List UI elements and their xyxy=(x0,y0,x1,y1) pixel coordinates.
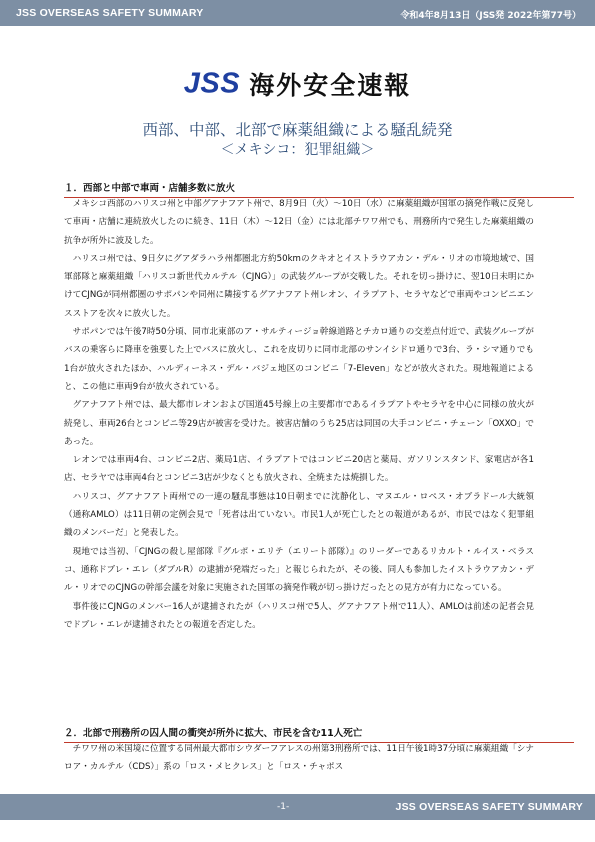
masthead-title: 海外安全速報 xyxy=(249,71,412,100)
paragraph: 現地では当初、「CJNGの殺し屋部隊『グルポ・エリテ（エリート部隊）』のリーダーであるリカルト・ルイス・ベラスコ、通称ドブレ・エレ（ダブルR）の逮捕が発端だった」と報じられたが、その後、同人も参加したイストラウアカン・デル・リオでのCJNGの幹部会議を対象に実施された国軍の摘発作戦が切っ掛けだったとの見方が有力になっている。 xyxy=(64,546,534,594)
paragraph: ハリスコ州では、9日夕にグアダラハラ州都圏北方約50kmのクキオとイストラウアカン・デル・リオの市境地域で、国軍部隊と麻薬組織「ハリスコ新世代カルテル（CJNG）」の武装グループが交戦した。それを切っ掛けに、翌10日未明にかけてCJNGが同州都圏のサポパンや同州に隣接するグアナフアト州レオン、イラプアト、セラヤなどで車両やコンビニエンスストアを次々に放火した。 xyxy=(64,253,534,319)
paragraph: レオンでは車両4台、コンビニ2店、薬局1店、イラプアトではコンビニ20店と薬局、ガソリンスタンド、家電店が各1店、セラヤでは車両4台とコンビニ3店が少なくとも放火され、全焼または焼損した。 xyxy=(64,455,534,484)
paragraph: 事件後にCJNGのメンバー16人が逮捕されたが（ハリスコ州で5人、グアナフアト州で11人）、AMLOは前述の記者会見でドブレ・エレが逮捕されたとの報道を否定した。 xyxy=(64,601,534,630)
bottom-banner xyxy=(0,794,595,820)
section-1-heading xyxy=(64,180,574,196)
header-issue-date: 令和4年8月13日（JSS発 2022年第77号） xyxy=(400,11,581,21)
subheadline: ＜メキシコ：犯罪組織＞ xyxy=(220,142,375,158)
paragraph: メキシコ西部のハリスコ州と中部グアナフアト州で、8月9日（火）～10日（水）に麻薬組織が国軍の摘発作戦に反発して車両・店舗に連続放火したのに続き、11日（木）～12日（金）には北部チワワ州でも、刑務所内で発生した麻薬組織の抗争が所外に波及した。 xyxy=(64,199,534,246)
jss-logo: JSS xyxy=(183,67,241,100)
section-2-heading xyxy=(64,725,574,741)
section-2-heading-text: ２．北部で刑務所の囚人間の衝突が所外に拡大、市民を含む11人死亡 xyxy=(64,728,363,739)
masthead xyxy=(0,66,595,102)
paragraph: チワワ州の米国境に位置する同州最大都市シウダーフアレスの州第3刑務所では、11日午後1時37分頃に麻薬組織「シナロア・カルテル（CDS）」系の「ロス・メヒクレス」と「ロス・チャポス xyxy=(64,744,534,773)
paragraph: サポパンでは午後7時50分頃、同市北東部のア・サルティージョ幹線道路とチカロ通りの交差点付近で、武装グループがバスの乗客らに降車を強要した上でバスに放火し、これを皮切りに同市北部のサンイシドロ通りで3台、ラ・シマ通りでも1台が放火されたほか、ハルディーネス・デル・バジェ地区のコンビニ「7-Eleven」などが放火された。現地報道によると、この他に車両9台が放火されている。 xyxy=(64,327,534,392)
header-publication-name: JSS OVERSEAS SAFETY SUMMARY xyxy=(16,7,204,19)
section-1-body xyxy=(64,195,534,634)
paragraph: グアナフアト州では、最大都市レオンおよび国道45号線上の主要都市であるイラプアトやセラヤを中心に同様の放火が続発し、車両26台とコンビニ等29店が被害を受けた。被害店舗のうち25店は同国の大手コンビニ・チェーン「OXXO」であった。 xyxy=(64,400,534,447)
top-banner xyxy=(0,0,595,26)
headline: 西部、中部、北部で麻薬組織による騒乱続発 xyxy=(142,121,453,139)
footer-publication-name: JSS OVERSEAS SAFETY SUMMARY xyxy=(395,801,583,813)
paragraph: ハリスコ、グアナフアト両州での一連の騒乱事態は10日朝までに沈静化し、マヌエル・ロペス・オブラドール大統領（通称AMLO）は11日朝の定例会見で「死者は出ていない。市民1人が死亡したとの報道があるが、市民ではなく犯罪組織のメンバーだ」と発表した。 xyxy=(64,491,534,539)
page-number: -1- xyxy=(277,802,290,812)
section-2-body xyxy=(64,740,534,777)
section-1-heading-text: １．西部と中部で車両・店舗多数に放火 xyxy=(64,183,236,194)
